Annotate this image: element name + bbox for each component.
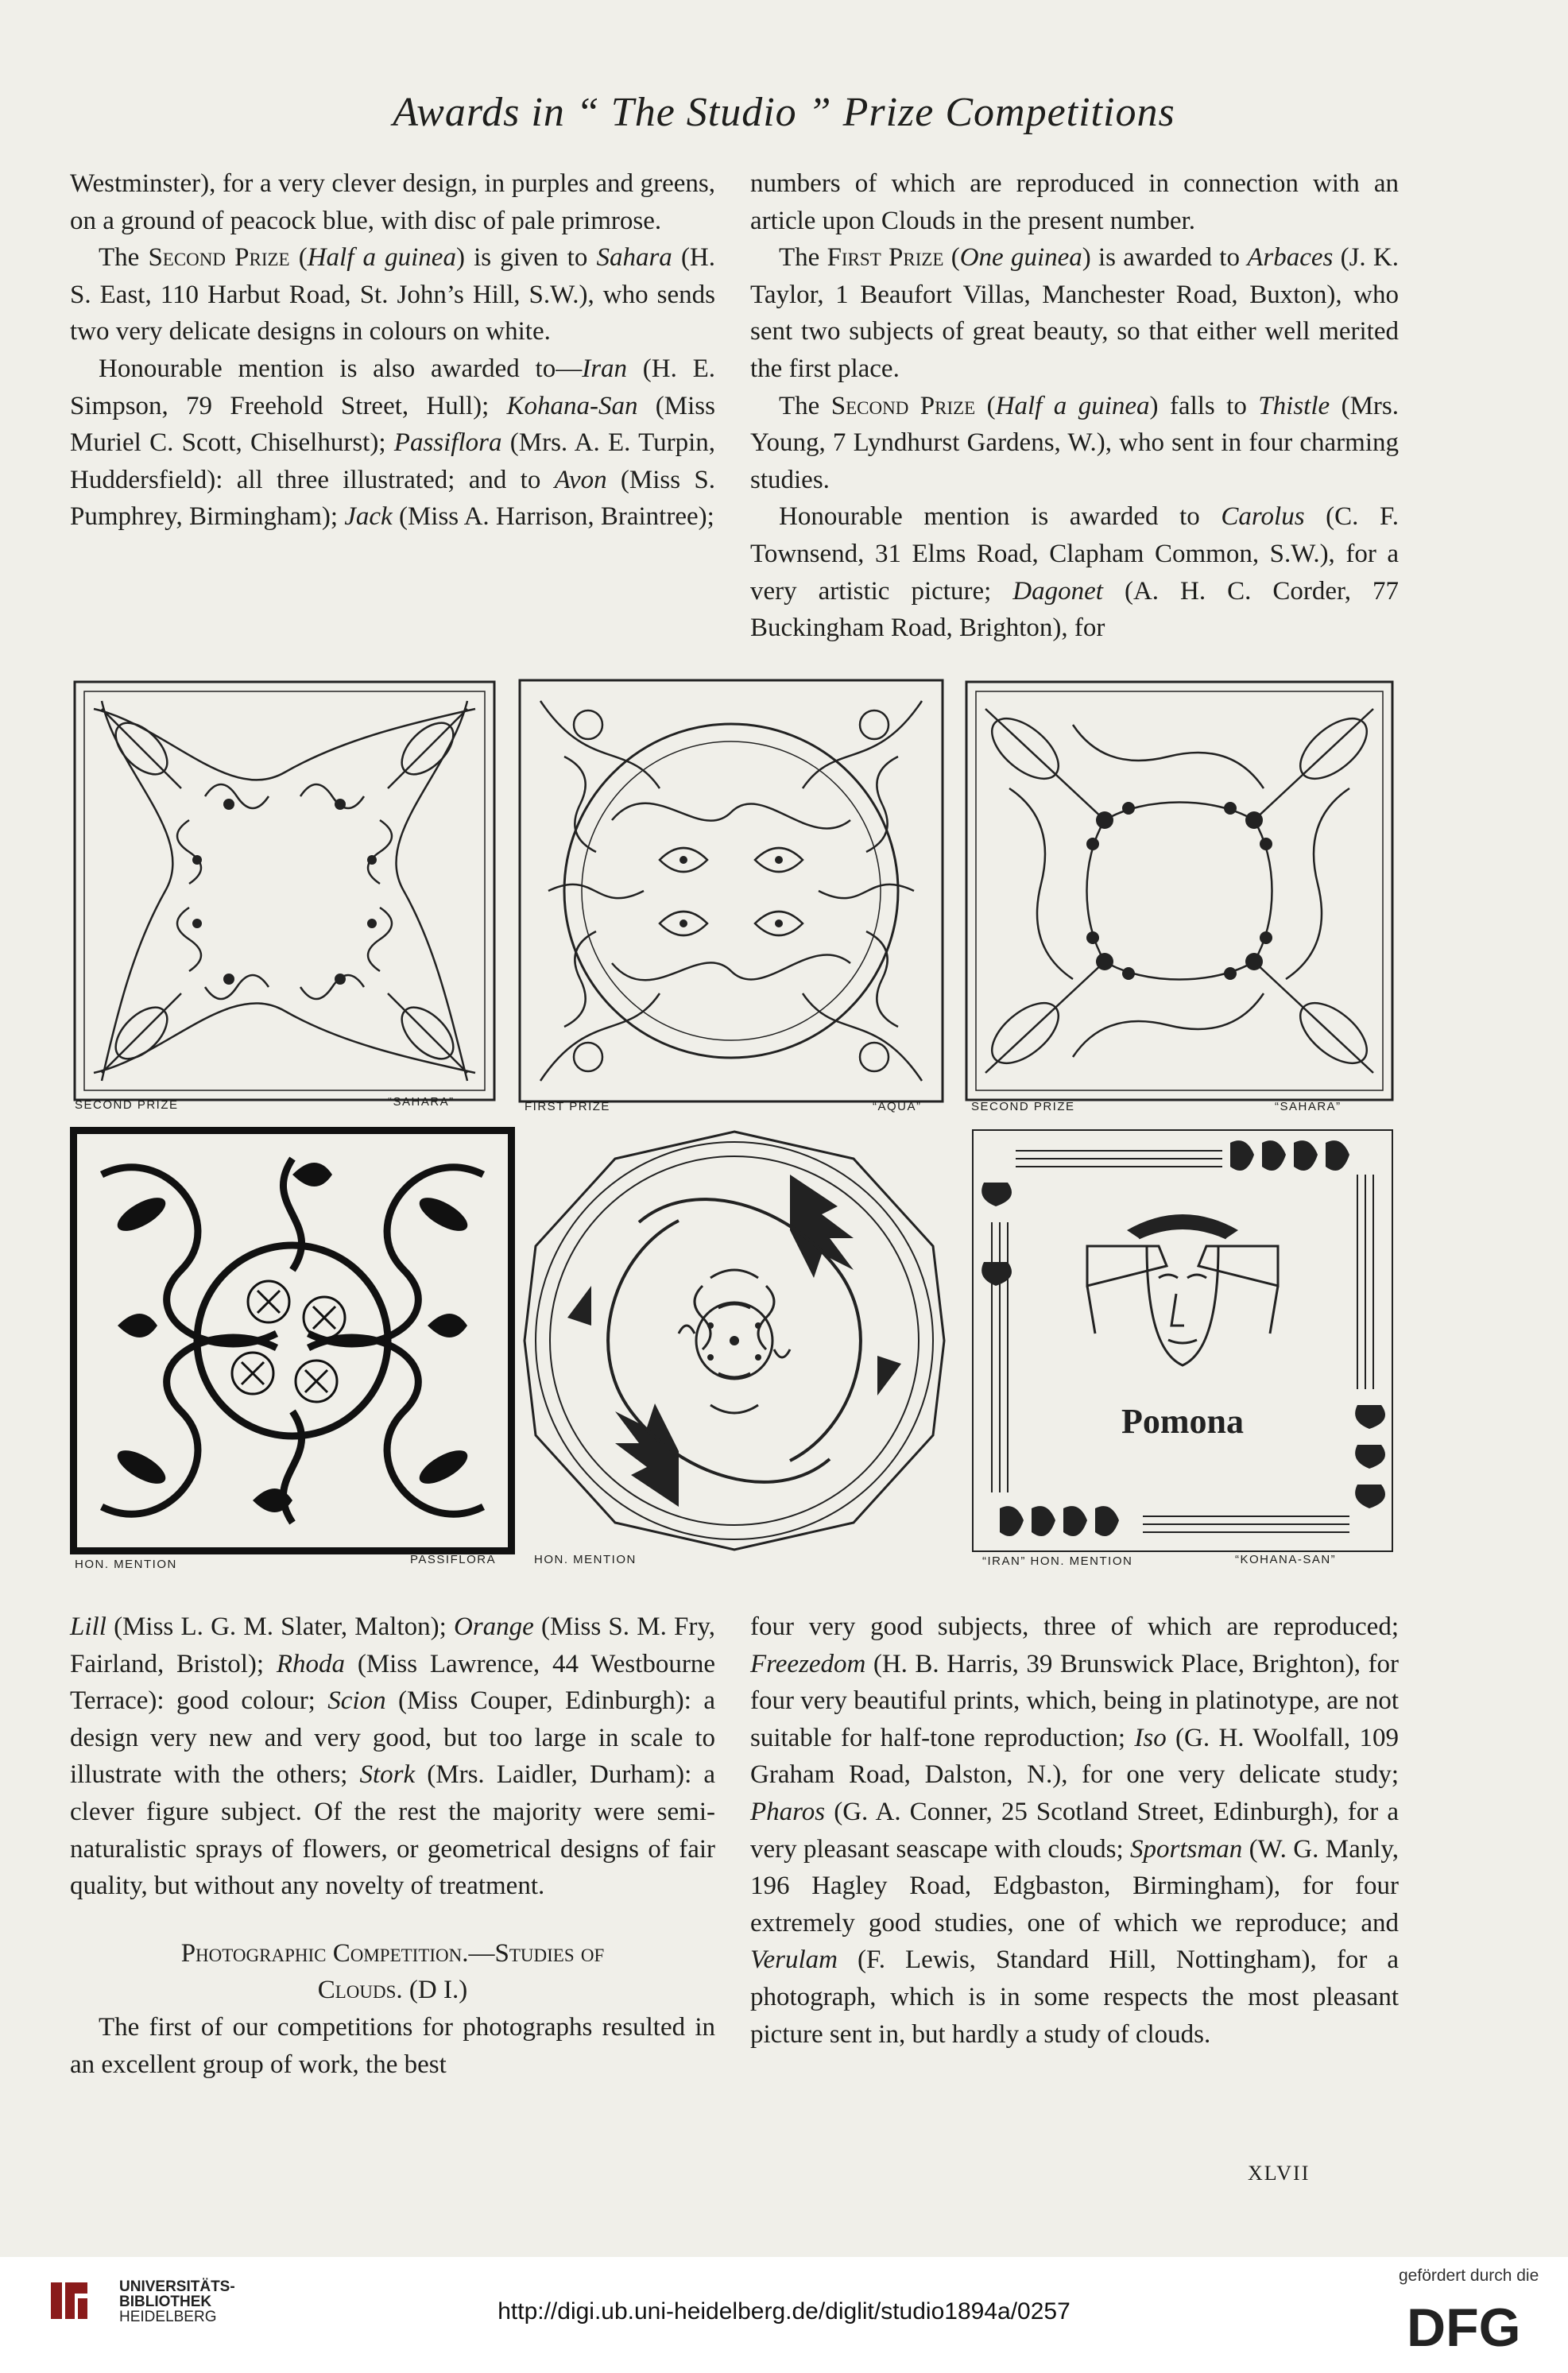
caption-label: SECOND PRIZE [75, 1098, 179, 1112]
paragraph: numbers of which are reproduced in connection with an article upon Clouds in the present number. [750, 169, 1399, 235]
funding-note: gefördert durch die [1399, 2267, 1539, 2285]
caption-pseudonym: “KOHANA-SAN” [1235, 1553, 1337, 1566]
digitization-footer [0, 2257, 1568, 2373]
section-heading: Photographic Competition.—Studies of Clouds. (D I.) [180, 1938, 605, 2005]
pomona-drawing [968, 1127, 1397, 1554]
illustration-plate [70, 677, 1405, 1575]
paragraph: Honourable mention is also awarded to—Iran (H. E. Simpson, 79 Freehold Street, Hull); Kohana-San (Miss Muriel C. Scott, Chiselhurst); Passiflora (Mrs. A. E. Turpin, Huddersfield): all three illustrated; and to Avon (Miss S. Pumphrey, Birmingham); Jack (Miss A. Harrison, Braintree); [70, 354, 715, 532]
right-column-bottom [750, 1608, 1399, 2053]
left-column-top [70, 165, 715, 536]
caption-label: FIRST PRIZE [525, 1100, 610, 1113]
library-name: UNIVERSITÄTS- BIBLIOTHEK HEIDELBERG [119, 2278, 235, 2325]
page-folio: XLVII [1248, 2162, 1311, 2185]
caption-label: SECOND PRIZE [971, 1100, 1075, 1113]
paragraph: Westminster), for a very clever design, in purples and greens, on a ground of peacock blue, with disc of pale primrose. [70, 169, 715, 235]
figure-passiflora-square [70, 1127, 515, 1554]
paragraph: Lill (Miss L. G. M. Slater, Malton); Orange (Miss S. M. Fry, Fairland, Bristol); Rhoda (Miss Lawrence, 44 Westbourne Terrace): good colour; Scion (Miss Couper, Edinburgh): a design very new and very good, but too large in scale to illustrate with the others; Stork (Mrs. Laidler, Durham): a clever figure subject. Of the rest the majority were semi-naturalistic sprays of flowers, or geometrical designs of fair quality, but without any novelty of treatment. [70, 1612, 715, 1901]
paragraph: The Second Prize (Half a guinea) is given to Sahara (H. S. East, 110 Harbut Road, St. John’s Hill, S.W.), who sends two very delicate designs in colours on white. [70, 243, 716, 346]
paragraph: The First Prize (One guinea) is awarded to Arbaces (J. K. Taylor, 1 Beaufort Villas, Manchester Road, Buxton), who sent two subjects of great beauty, so that either well merited the first place. [750, 243, 1400, 383]
caption-pseudonym: “AQUA” [873, 1100, 922, 1113]
running-title: Awards in “ The Studio ” Prize Competitions [393, 90, 1175, 135]
sahara-floral-drawing [70, 677, 499, 1105]
dfg-logo-icon [1407, 2297, 1539, 2352]
passiflora-drawing [70, 1127, 515, 1554]
caption-pseudonym: PASSIFLORA [410, 1553, 497, 1566]
figure-aqua-fish-square [517, 677, 946, 1105]
aqua-fish-drawing [517, 677, 946, 1105]
sahara-rose-drawing [962, 677, 1397, 1105]
caption-label: HON. MENTION [534, 1553, 637, 1566]
figure-sahara-floral-square [70, 677, 499, 1105]
right-column-top [750, 165, 1399, 647]
figure-sahara-rose-square [962, 677, 1397, 1105]
figure-round-bird-design [520, 1127, 949, 1554]
caption-label: “IRAN” HON. MENTION [982, 1554, 1133, 1568]
pomona-title: Pomona [1121, 1402, 1244, 1441]
paragraph: four very good subjects, three of which are reproduced; Freezedom (H. B. Harris, 39 Brunswick Place, Brighton), for four very beautiful prints, which, being in platinotype, are not suitable for half-tone reproduction; Iso (G. H. Woolfall, 109 Graham Road, Dalston, N.), for one very delicate study; Pharos (G. A. Conner, 25 Scotland Street, Edinburgh), for a very pleasant seascape with clouds; Sportsman (W. G. Manly, 196 Hagley Road, Edgbaston, Birmingham), for four extremely good studies, one of which we reproduce; and Verulam (F. Lewis, Standard Hill, Nottingham), for a photograph, which is in some respects the most pleasant picture sent in, but hardly a study of clouds. [750, 1612, 1400, 2049]
paragraph: The first of our competitions for photographs resulted in an excellent group of work, the best [70, 2012, 715, 2079]
paragraph: Honourable mention is awarded to Carolus (C. F. Townsend, 31 Elms Road, Clapham Common, S.W.), for a very artistic picture; Dagonet (A. H. C. Corder, 77 Buckingham Road, Brighton), for [750, 502, 1399, 643]
caption-pseudonym: “SAHARA” [388, 1095, 455, 1109]
caption-pseudonym: “SAHARA” [1275, 1100, 1342, 1113]
dfg-logo-text: DFG [1407, 2298, 1521, 2352]
paragraph: The Second Prize (Half a guinea) falls to Thistle (Mrs. Young, 7 Lyndhurst Gardens, W.), who sent in four charming studies. [750, 391, 1400, 494]
left-column-bottom [70, 1608, 715, 2083]
round-bird-drawing [520, 1127, 949, 1554]
caption-label: HON. MENTION [75, 1558, 177, 1571]
figure-pomona [968, 1127, 1397, 1554]
permalink[interactable]: http://digi.ub.uni-heidelberg.de/diglit/studio1894a/0257 [498, 2298, 1070, 2325]
